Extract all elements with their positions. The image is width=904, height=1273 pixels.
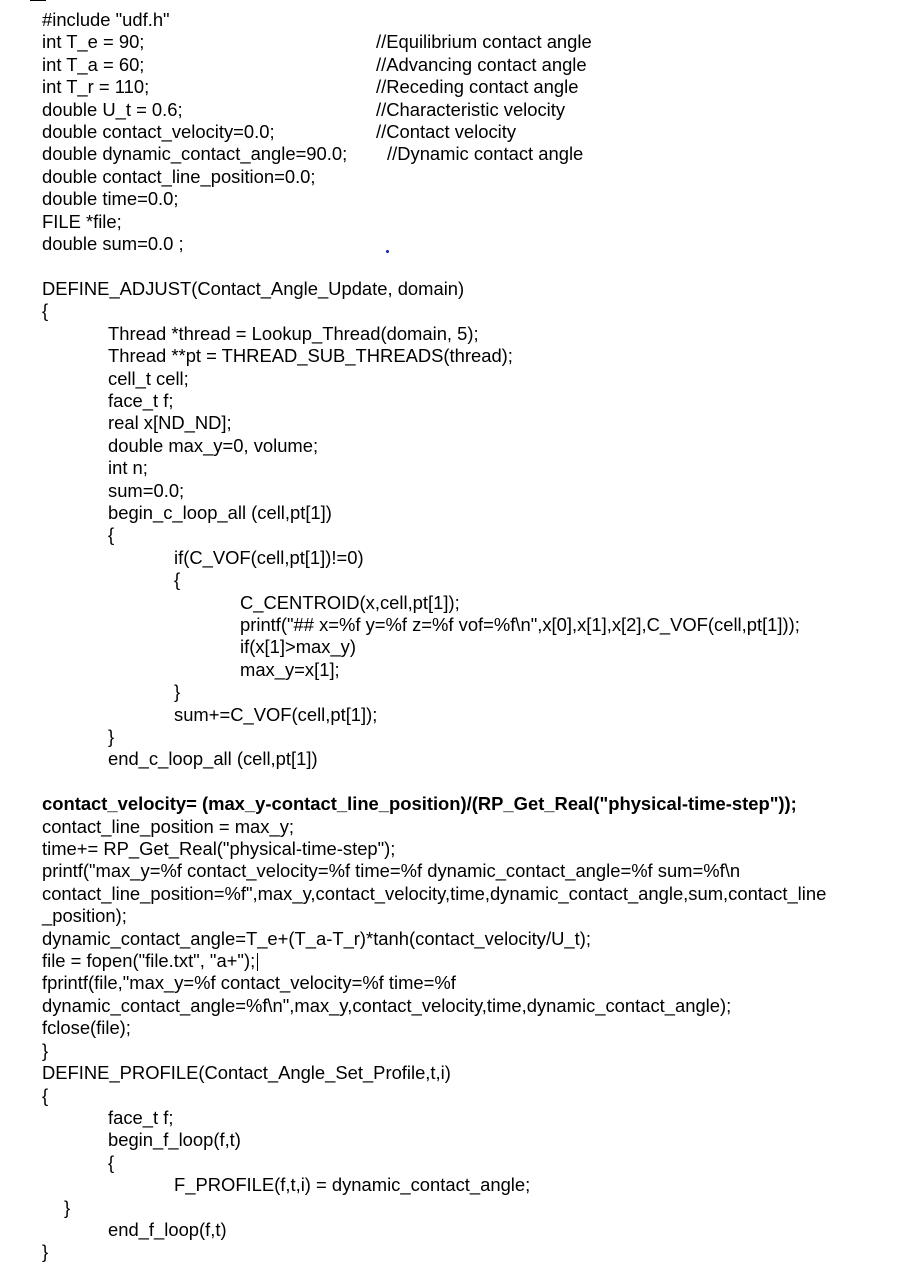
code-text: double contact_velocity=0.0;	[42, 121, 275, 143]
code-text: int T_a = 60;	[42, 53, 145, 75]
code-line	[0, 592, 904, 614]
code-line	[0, 950, 904, 972]
code-text: sum+=C_VOF(cell,pt[1]);	[174, 703, 378, 725]
code-line	[0, 188, 904, 210]
code-line	[0, 143, 904, 165]
code-comment: //Dynamic contact angle	[387, 143, 584, 165]
code-line	[0, 816, 904, 838]
code-line	[0, 883, 904, 905]
code-text: end_f_loop(f,t)	[108, 1218, 227, 1240]
code-comment: //Equilibrium contact angle	[376, 31, 592, 53]
code-text: max_y=x[1];	[240, 658, 340, 680]
code-text: DEFINE_PROFILE(Contact_Angle_Set_Profile,t,i)	[42, 1062, 451, 1084]
code-text: {	[42, 1084, 49, 1106]
code-line	[0, 681, 904, 703]
code-text: contact_line_position=%f",max_y,contact_velocity,time,dynamic_contact_angle,sum,contact_line	[42, 882, 827, 904]
code-text: contact_velocity= (max_y-contact_line_position)/(RP_Get_Real("physical-time-step"));	[42, 793, 797, 815]
code-line	[0, 614, 904, 636]
code-line	[0, 1219, 904, 1241]
code-text: Thread *thread = Lookup_Thread(domain, 5);	[108, 322, 479, 344]
code-text: }	[108, 726, 115, 747]
code-text: dynamic_contact_angle=%f\n",max_y,contact_velocity,time,dynamic_contact_angle);	[42, 994, 732, 1016]
code-line	[0, 390, 904, 412]
code-text: printf("## x=%f y=%f z=%f vof=%f\n",x[0],x[1],x[2],C_VOF(cell,pt[1]));	[240, 613, 800, 635]
code-text: double U_t = 0.6;	[42, 98, 183, 120]
code-text: begin_f_loop(f,t)	[108, 1129, 241, 1151]
code-line	[0, 1241, 904, 1263]
code-line	[0, 1174, 904, 1196]
code-line	[0, 233, 904, 255]
code-line	[0, 368, 904, 390]
code-text: cell_t cell;	[108, 367, 189, 389]
code-text: _position);	[42, 905, 127, 927]
code-line	[0, 636, 904, 658]
code-line	[0, 9, 904, 31]
code-text: contact_line_position = max_y;	[42, 815, 295, 837]
code-line	[0, 1040, 904, 1062]
code-line	[0, 345, 904, 367]
code-text: DEFINE_ADJUST(Contact_Angle_Update, domain)	[42, 277, 465, 299]
code-line	[0, 76, 904, 98]
text-cursor	[257, 953, 258, 971]
code-line	[0, 1129, 904, 1151]
code-line	[0, 435, 904, 457]
code-line	[0, 726, 904, 748]
code-text: int T_r = 110;	[42, 76, 150, 98]
code-line	[0, 166, 904, 188]
code-line	[0, 793, 904, 815]
code-text: double dynamic_contact_angle=90.0;	[42, 143, 348, 165]
code-line	[0, 121, 904, 143]
code-line	[0, 659, 904, 681]
code-comment: //Advancing contact angle	[376, 53, 587, 75]
code-text: {	[174, 569, 181, 591]
code-text: FILE *file;	[42, 210, 122, 232]
code-line	[0, 99, 904, 121]
code-text: if(x[1]>max_y)	[240, 636, 356, 658]
code-text: printf("max_y=%f contact_velocity=%f time=%f dynamic_contact_angle=%f sum=%f\n	[42, 860, 741, 882]
code-text: Thread **pt = THREAD_SUB_THREADS(thread);	[108, 345, 513, 367]
code-text: }	[64, 1196, 71, 1218]
code-text: fprintf(file,"max_y=%f contact_velocity=%f time=%f	[42, 972, 456, 994]
code-line	[0, 1152, 904, 1174]
code-line	[0, 54, 904, 76]
code-line	[0, 1107, 904, 1129]
code-text: }	[42, 1039, 49, 1061]
code-line	[0, 905, 904, 927]
code-text: double sum=0.0 ;	[42, 233, 184, 255]
code-line	[0, 838, 904, 860]
code-text: double time=0.0;	[42, 188, 179, 210]
code-line	[0, 771, 904, 793]
code-comment: //Receding contact angle	[376, 76, 579, 98]
code-comment: //Characteristic velocity	[376, 98, 566, 120]
code-text: face_t f;	[108, 1106, 174, 1128]
code-text: time+= RP_Get_Real("physical-time-step");	[42, 838, 396, 860]
code-text: {	[108, 524, 115, 546]
code-text: fclose(file);	[42, 1017, 131, 1039]
code-line	[0, 524, 904, 546]
code-text: sum=0.0;	[108, 479, 185, 501]
code-line	[0, 928, 904, 950]
code-text: double contact_line_position=0.0;	[42, 165, 316, 187]
code-text: }	[42, 1241, 49, 1263]
code-line	[0, 972, 904, 994]
code-comment: //Contact velocity	[376, 121, 517, 143]
code-text: int n;	[108, 457, 148, 479]
code-line	[0, 704, 904, 726]
code-text: {	[42, 300, 49, 322]
top-rule-mark	[30, 0, 46, 1]
code-line	[0, 255, 904, 277]
code-text: real x[ND_ND];	[108, 412, 232, 434]
code-line	[0, 995, 904, 1017]
code-line	[0, 323, 904, 345]
code-text: F_PROFILE(f,t,i) = dynamic_contact_angle;	[174, 1174, 531, 1196]
code-text: file = fopen("file.txt", "a+");	[42, 950, 256, 972]
code-text: dynamic_contact_angle=T_e+(T_a-T_r)*tanh(contact_velocity/U_t);	[42, 927, 591, 949]
code-line	[0, 860, 904, 882]
code-line	[0, 412, 904, 434]
code-text: int T_e = 90;	[42, 31, 145, 53]
code-text: double max_y=0, volume;	[108, 434, 319, 456]
code-text: {	[108, 1151, 115, 1173]
code-line	[0, 569, 904, 591]
code-line	[0, 502, 904, 524]
code-line	[0, 1085, 904, 1107]
code-line	[0, 1017, 904, 1039]
code-text: }	[174, 681, 181, 703]
code-line	[0, 547, 904, 569]
code-document	[0, 9, 904, 1264]
code-text: begin_c_loop_all (cell,pt[1])	[108, 501, 332, 523]
code-line	[0, 1197, 904, 1219]
code-line	[0, 278, 904, 300]
code-text: if(C_VOF(cell,pt[1])!=0)	[174, 546, 364, 568]
code-line	[0, 211, 904, 233]
code-line	[0, 748, 904, 770]
code-line	[0, 300, 904, 322]
code-text: C_CENTROID(x,cell,pt[1]);	[240, 591, 460, 613]
code-text: end_c_loop_all (cell,pt[1])	[108, 748, 318, 770]
code-line	[0, 1062, 904, 1084]
code-text: #include "udf.h"	[42, 9, 170, 30]
code-line	[0, 31, 904, 53]
code-text: face_t f;	[108, 389, 174, 411]
code-line	[0, 457, 904, 479]
code-line	[0, 480, 904, 502]
